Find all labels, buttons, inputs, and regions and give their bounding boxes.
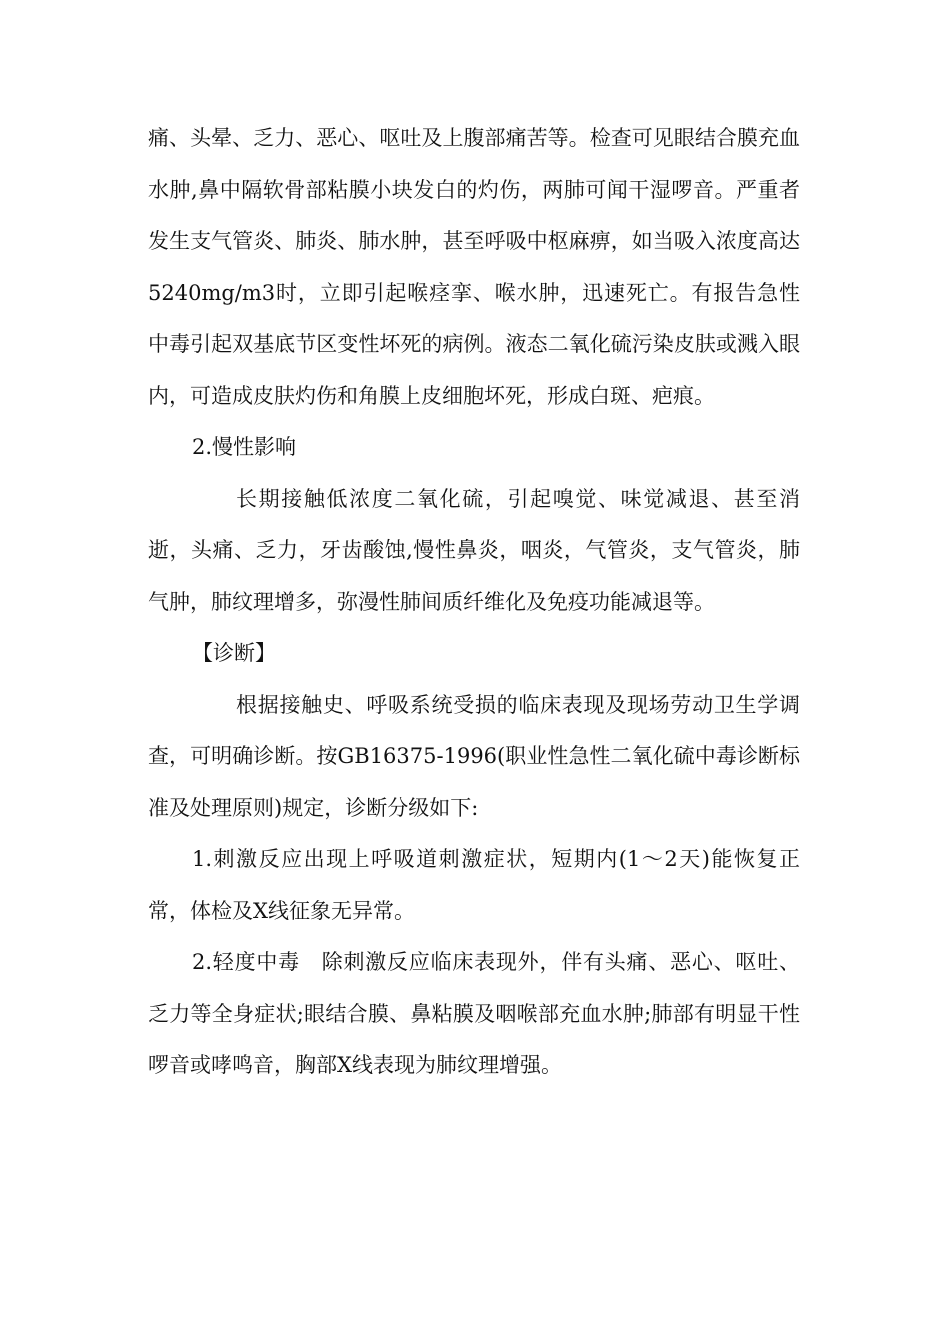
paragraph-acute-symptoms: 痛、头晕、乏力、恶心、呕吐及上腹部痛苦等。检查可见眼结合膜充血水肿,鼻中隔软骨部粘膜小块发白的灼伤，两肺可闻干湿啰音。严重者发生支气管炎、肺炎、肺水肿，甚至呼吸中枢麻痹，如当吸入浓度高达5240mg/m3时，立即引起喉痉挛、喉水肿，迅速死亡。有报告急性中毒引起双基底节区变性坏死的病例。液态二氧化硫污染皮肤或溅入眼内，可造成皮肤灼伤和角膜上皮细胞坏死，形成白斑、疤痕。	[148, 126, 800, 408]
heading-diagnosis: 【诊断】	[192, 641, 276, 665]
heading-chronic-effects: 2.慢性影响	[192, 435, 297, 459]
paragraph-mild-poisoning: 2.轻度中毒 除刺激反应临床表现外，伴有头痛、恶心、呕吐、乏力等全身症状;眼结合膜、鼻粘膜及咽喉部充血水肿;肺部有明显干性啰音或哮鸣音，胸部X线表现为肺纹理增强。	[148, 950, 800, 1077]
paragraph-irritation-reaction: 1.刺激反应出现上呼吸道刺激症状，短期内(1～2天)能恢复正常，体检及X线征象无异常。	[148, 847, 800, 923]
document-body	[148, 113, 800, 1092]
paragraph-chronic-effects: 长期接触低浓度二氧化硫，引起嗅觉、味觉减退、甚至消逝，头痛、乏力，牙齿酸蚀,慢性鼻炎，咽炎，气管炎，支气管炎，肺气肿，肺纹理增多，弥漫性肺间质纤维化及免疫功能减退等。	[148, 486, 800, 614]
paragraph-diagnosis-basis: 根据接触史、呼吸系统受损的临床表现及现场劳动卫生学调查，可明确诊断。按GB16375-1996(职业性急性二氧化硫中毒诊断标准及处理原则)规定，诊断分级如下:	[148, 692, 800, 820]
